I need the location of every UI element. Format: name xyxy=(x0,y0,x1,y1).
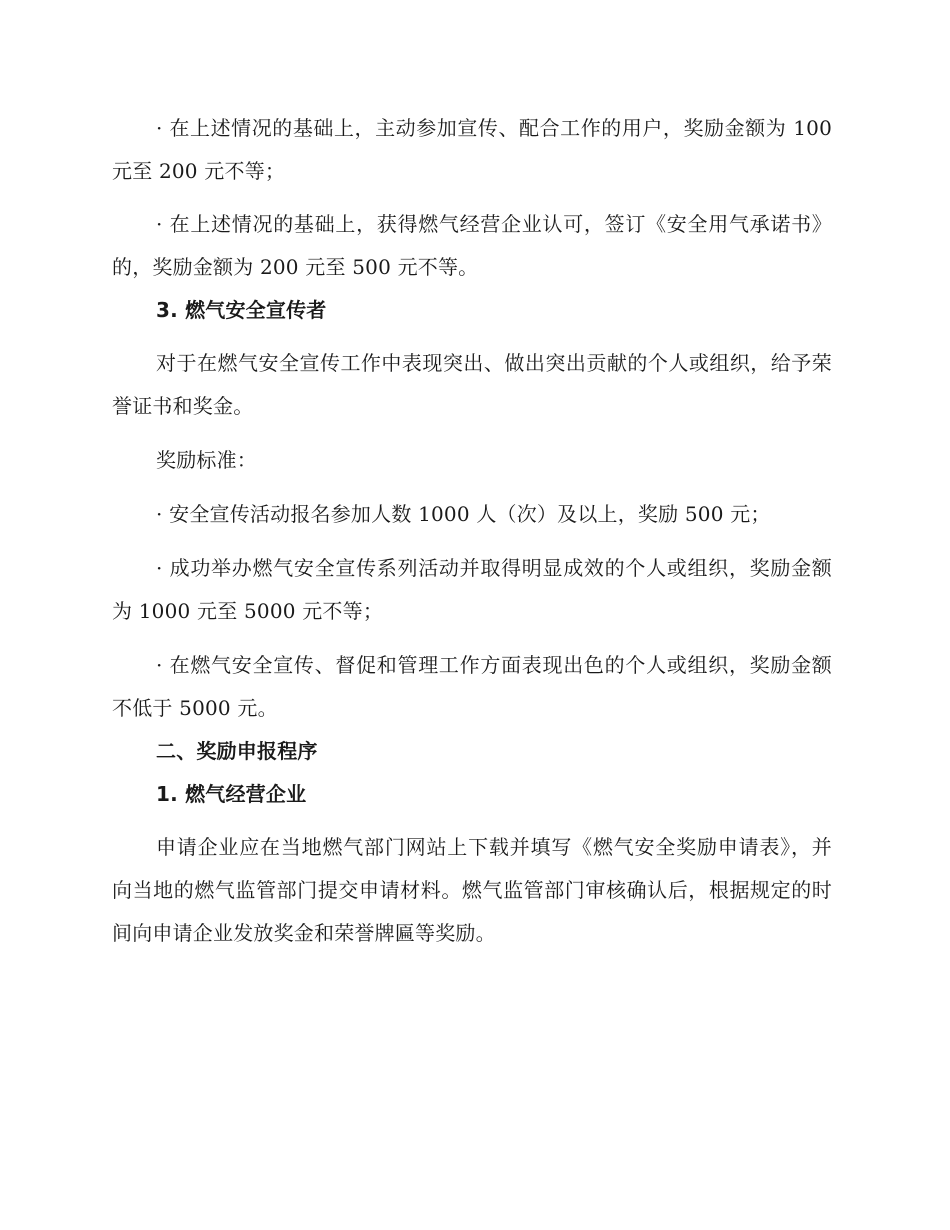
subsection-heading-gas-enterprise: 1. 燃气经营企业 xyxy=(156,782,307,806)
bullet-paragraph-excellence-reward: · 在燃气安全宣传、督促和管理工作方面表现出色的个人或组织，奖励金额不低于 5000 元。 xyxy=(112,653,832,720)
bullet-paragraph-safety-pledge-reward: · 在上述情况的基础上，获得燃气经营企业认可，签订《安全用气承诺书》的，奖励金额为 200 元至 500 元不等。 xyxy=(112,212,832,279)
bullet-paragraph-campaign-reward: · 成功举办燃气安全宣传系列活动并取得明显成效的个人或组织，奖励金额为 1000 元至 5000 元不等； xyxy=(112,556,832,623)
bullet-paragraph-user-promotion-reward: · 在上述情况的基础上，主动参加宣传、配合工作的用户，奖励金额为 100 元至 200 元不等； xyxy=(112,116,832,183)
bullet-paragraph-participant-reward: · 安全宣传活动报名参加人数 1000 人（次）及以上，奖励 500 元； xyxy=(156,502,771,526)
paragraph-promoter-description: 对于在燃气安全宣传工作中表现突出、做出突出贡献的个人或组织，给予荣誉证书和奖金。 xyxy=(112,351,832,418)
paragraph-reward-standard-label: 奖励标准： xyxy=(156,448,257,472)
paragraph-enterprise-application: 申请企业应在当地燃气部门网站上下载并填写《燃气安全奖励申请表》，并向当地的燃气监管部门提交申请材料。燃气监管部门审核确认后，根据规定的时间向申请企业发放奖金和荣誉牌匾等奖励。 xyxy=(112,835,832,945)
section-heading-safety-promoter: 3. 燃气安全宣传者 xyxy=(156,298,327,322)
section-heading-application-procedure: 二、奖励申报程序 xyxy=(156,739,318,763)
document-page xyxy=(112,107,832,955)
